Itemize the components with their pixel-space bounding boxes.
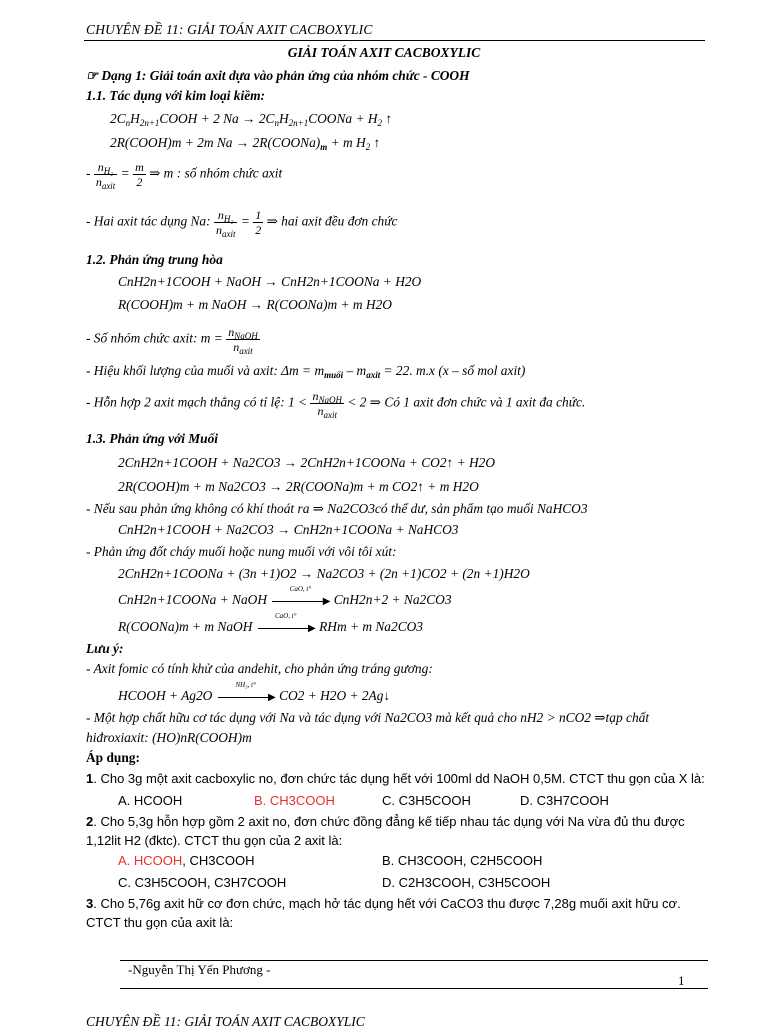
- heading-1-2: 1.2. Phản ứng trung hòa: [86, 252, 223, 267]
- exercises-heading: Áp dụng:: [86, 750, 140, 765]
- note-hydroxyacid-1: - Một hợp chất hữu cơ tác dụng với Na và tác dụng với Na2CO3 mà kết quả cho nH2 > nCO2 ⇒tạp chất: [86, 710, 650, 725]
- q1-option-d[interactable]: D. C3H7COOH: [520, 793, 609, 808]
- q1-option-c[interactable]: C. C3H5COOH: [382, 793, 471, 808]
- na-ratio-line: - Hai axit tác dụng Na: $\frac{n_{H_2}}{n_{axit}}$ = $\frac{1}{2}$ ⇒ hai axit đều đơn chức: [86, 208, 398, 239]
- next-page-header: CHUYÊN ĐỀ 11: GIẢI TOÁN AXIT CACBOXYLIC: [86, 1014, 365, 1029]
- equation-1-3-e: CnH2n+1COONa + NaOH CaO, t° ▶ CnH2n+2 + Na2CO3: [118, 584, 452, 607]
- equation-1-3-a: 2CnH2n+1COOH + Na2CO3 → 2CnH2n+1COONa + CO2↑ + H2O: [118, 455, 495, 470]
- q2-option-a[interactable]: A. HCOOH, CH3COOH: [118, 853, 255, 868]
- equation-1-1-b: 2R(COOH)m + 2m $Na \to 2R(COONa)_m + m$ $H_2$ ↑: [110, 135, 381, 152]
- author-footer: -Nguyễn Thị Yến Phương -: [128, 962, 271, 977]
- condition-arrow: NH₃, t° ▶: [216, 690, 276, 704]
- q1-option-b[interactable]: B. CH3COOH: [254, 793, 335, 808]
- page-number: 1: [678, 973, 685, 988]
- q2-option-c[interactable]: C. C3H5COOH, C3H7COOH: [118, 875, 287, 890]
- condition-arrow: CaO, t° ▶: [270, 594, 330, 608]
- equation-1-3-f: R(COONa)m + m NaOH CaO, t° ▶ RHm + m Na2CO3: [118, 611, 423, 634]
- footer-rule: [120, 960, 708, 961]
- q2-option-b[interactable]: B. CH3COOH, C2H5COOH: [382, 853, 543, 868]
- q1-option-a[interactable]: A. HCOOH: [118, 793, 183, 808]
- note-heading: Lưu ý:: [86, 641, 124, 656]
- footer-rule-bottom: [120, 988, 708, 989]
- note-hydroxyacid-2: hiđroxiaxit: (HO)nR(COOH)m: [86, 730, 252, 745]
- header-rule: [84, 40, 705, 41]
- equation-1-2-a: CnH2n+1COOH + NaOH → CnH2n+1COONa + H2O: [118, 274, 422, 289]
- note-formic: - Axit fomic có tính khử của andehit, cho phản ứng tráng gương:: [86, 661, 433, 676]
- question-2-line1: 2. Cho 5,3g hỗn hợp gồm 2 axit no, đơn chức đồng đẳng kế tiếp nhau tác dụng với Na vừa đủ thu được: [86, 814, 685, 829]
- q2-option-d[interactable]: D. C2H3COOH, C3H5COOH: [382, 875, 551, 890]
- heading-1-3: 1.3. Phản ứng với Muối: [86, 431, 219, 446]
- ratio-formula: - $\frac{n_{H_2}}{n_{axit}}$ = $\frac{m}{2}$ ⇒ m : số nhóm chức axit: [86, 160, 283, 191]
- note-combustion: - Phản ứng đốt cháy muối hoặc nung muối với vôi tôi xút:: [86, 544, 397, 559]
- equation-1-1-a: $2C_nH_{2n+1}COOH + 2$ $Na \to 2C_nH_{2n+1}COONa + H_2$ ↑: [110, 111, 393, 128]
- question-3-line2: CTCT thu gọn của axit là:: [86, 915, 234, 930]
- mixture-line: - Hỗn hợp 2 axit mạch thẳng có tỉ lệ: 1 < $\frac{n_{NaOH}}{n_{axit}}$ < 2 ⇒ Có 1 axit đơn chức và 1 axit đa chức.: [86, 389, 586, 420]
- equation-1-3-c: CnH2n+1COOH + Na2CO3 → CnH2n+1COONa + NaHCO3: [118, 522, 459, 537]
- section-dang1: ☞ Dạng 1: Giải toán axit dựa vào phản ứng của nhóm chức - COOH: [86, 68, 470, 83]
- ratio-fraction: $\frac{n_{H_2}}{n_{axit}}$: [95, 160, 116, 191]
- mass-diff-line: - Hiệu khối lượng của muối và axit: $\Delta m = m_{muối} - m_{axit} = 22$. m.x (x – số mol axit): [86, 363, 526, 380]
- heading-1-1: 1.1. Tác dụng với kim loại kiềm:: [86, 88, 266, 103]
- question-2-line2: 1,12lit H2 (đktc). CTCT thu gọn của 2 axit là:: [86, 833, 343, 848]
- running-header: CHUYÊN ĐỀ 11: GIẢI TOÁN AXIT CACBOXYLIC: [86, 22, 373, 37]
- equation-1-2-b: R(COOH)m + m NaOH → R(COONa)m + m H2O: [118, 297, 392, 312]
- page-title: GIẢI TOÁN AXIT CACBOXYLIC: [287, 45, 481, 60]
- equation-silver-mirror: HCOOH + Ag2O NH₃, t° ▶ CO2 + H2O + 2Ag↓: [118, 680, 391, 703]
- note-nahco3: - Nếu sau phản ứng không có khí thoát ra ⇒ Na2CO3có thể dư, sản phẩm tạo muối NaHCO3: [86, 501, 588, 516]
- equation-1-3-d: 2CnH2n+1COONa + (3n +1)O2 → Na2CO3 + (2n +1)CO2 + (2n +1)H2O: [118, 566, 530, 581]
- question-3-line1: 3. Cho 5,76g axit hữ cơ đơn chức, mạch hở tác dụng hết với CaCO3 thu được 7,28g muối axit hữu cơ.: [86, 896, 681, 911]
- condition-arrow: CaO, t° ▶: [256, 621, 316, 635]
- group-count-line: - Số nhóm chức axit: m = $\frac{n_{NaOH}}{n_{axit}}$: [86, 325, 258, 356]
- equation-1-3-b: 2R(COOH)m + m Na2CO3 → 2R(COONa)m + m CO2↑ + m H2O: [118, 479, 479, 494]
- question-1: 1. Cho 3g một axit cacboxylic no, đơn chức tác dụng hết với 100ml dd NaOH 0,5M. CTCT thu gọn của X là:: [86, 771, 705, 786]
